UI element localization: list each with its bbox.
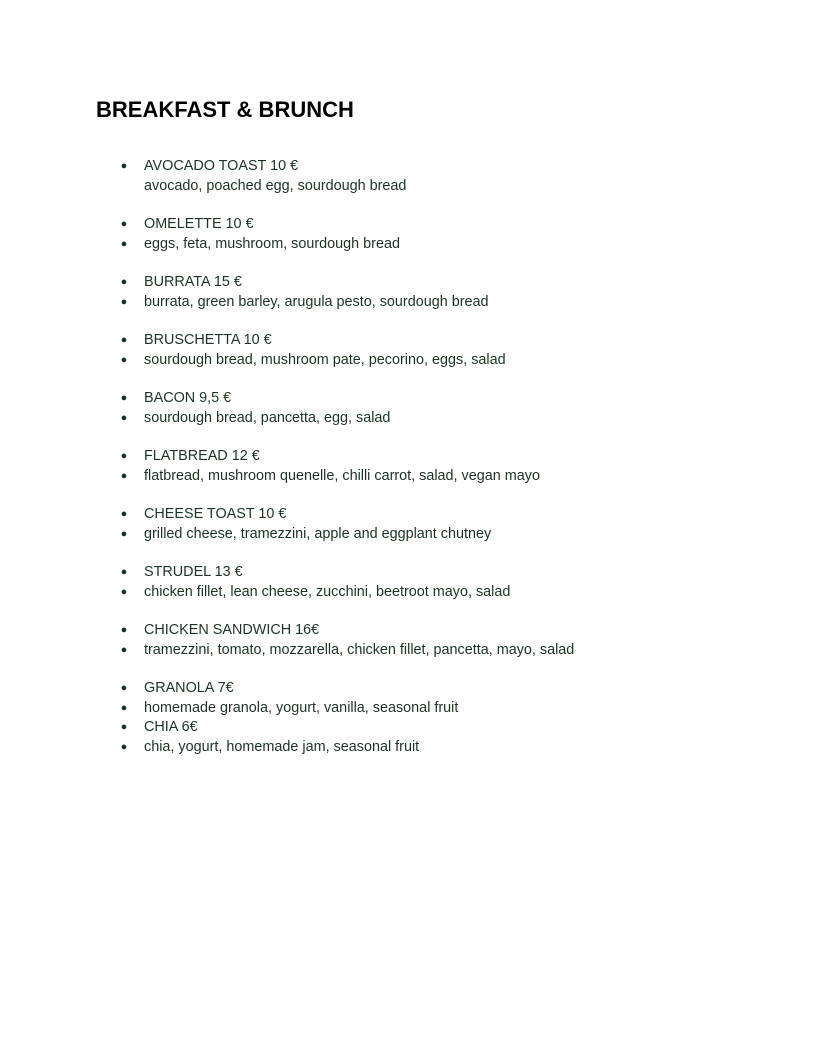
list-item bbox=[0, 621, 816, 641]
list-item bbox=[0, 641, 816, 661]
list-item bbox=[0, 583, 816, 603]
list-item bbox=[0, 447, 816, 467]
list-item bbox=[0, 467, 816, 487]
bullet-icon: ● bbox=[120, 353, 128, 366]
list-item bbox=[0, 177, 816, 197]
item-name: BURRATA 15 € bbox=[144, 274, 242, 290]
item-name: BACON 9,5 € bbox=[144, 390, 232, 406]
menu-list bbox=[0, 157, 816, 757]
list-item bbox=[0, 157, 816, 177]
bullet-icon: ● bbox=[120, 624, 128, 636]
list-item bbox=[0, 505, 816, 525]
list-item bbox=[0, 718, 816, 738]
item-description: chia, yogurt, homemade jam, seasonal fruit bbox=[144, 738, 420, 755]
item-description: tramezzini, tomato, mozzarella, chicken fillet, pancetta, mayo, salad bbox=[144, 641, 575, 658]
list-item bbox=[0, 331, 816, 351]
item-name: STRUDEL 13 € bbox=[144, 564, 243, 580]
list-item bbox=[0, 293, 816, 313]
bullet-icon: ● bbox=[120, 276, 128, 288]
list-item bbox=[0, 273, 816, 293]
item-name: BRUSCHETTA 10 € bbox=[144, 332, 272, 348]
bullet-icon: ● bbox=[120, 411, 128, 424]
list-item bbox=[0, 525, 816, 545]
list-item bbox=[0, 351, 816, 371]
list-item bbox=[0, 679, 816, 699]
item-description: chicken fillet, lean cheese, zucchini, beetroot mayo, salad bbox=[144, 583, 511, 600]
bullet-icon: ● bbox=[120, 237, 128, 250]
bullet-icon: ● bbox=[120, 527, 128, 540]
list-item bbox=[0, 409, 816, 429]
bullet-icon: ● bbox=[120, 721, 128, 733]
bullet-icon: ● bbox=[120, 585, 128, 598]
bullet-icon: ● bbox=[120, 160, 128, 172]
list-item bbox=[0, 235, 816, 255]
item-description: flatbread, mushroom quenelle, chilli carrot, salad, vegan mayo bbox=[144, 467, 540, 484]
bullet-icon: ● bbox=[120, 740, 128, 753]
bullet-icon: ● bbox=[120, 643, 128, 656]
item-name: CHEESE TOAST 10 € bbox=[144, 506, 287, 522]
bullet-icon: ● bbox=[120, 469, 128, 482]
bullet-icon: ● bbox=[120, 566, 128, 578]
list-item bbox=[0, 563, 816, 583]
bullet-icon: ● bbox=[120, 450, 128, 462]
page-title: BREAKFAST & BRUNCH bbox=[96, 97, 354, 122]
item-description: grilled cheese, tramezzini, apple and eggplant chutney bbox=[144, 525, 492, 542]
list-item bbox=[0, 389, 816, 409]
bullet-icon: ● bbox=[120, 701, 128, 714]
item-name: AVOCADO TOAST 10 € bbox=[144, 158, 299, 174]
list-item bbox=[0, 699, 816, 719]
item-description: sourdough bread, mushroom pate, pecorino, eggs, salad bbox=[144, 351, 506, 368]
bullet-icon: ● bbox=[120, 218, 128, 230]
bullet-icon: ● bbox=[120, 682, 128, 694]
item-description: burrata, green barley, arugula pesto, sourdough bread bbox=[144, 293, 489, 310]
item-name: GRANOLA 7€ bbox=[144, 680, 234, 696]
item-name: FLATBREAD 12 € bbox=[144, 448, 260, 464]
bullet-icon: ● bbox=[120, 295, 128, 308]
bullet-icon: ● bbox=[120, 508, 128, 520]
item-name: OMELETTE 10 € bbox=[144, 216, 254, 232]
item-description: avocado, poached egg, sourdough bread bbox=[144, 177, 407, 194]
bullet-icon: ● bbox=[120, 334, 128, 346]
item-description: eggs, feta, mushroom, sourdough bread bbox=[144, 235, 400, 252]
list-item bbox=[0, 215, 816, 235]
item-name: CHICKEN SANDWICH 16€ bbox=[144, 622, 320, 638]
item-description: homemade granola, yogurt, vanilla, seasonal fruit bbox=[144, 699, 459, 716]
list-item bbox=[0, 738, 816, 758]
bullet-icon: ● bbox=[120, 392, 128, 404]
item-name: CHIA 6€ bbox=[144, 719, 198, 735]
item-description: sourdough bread, pancetta, egg, salad bbox=[144, 409, 391, 426]
